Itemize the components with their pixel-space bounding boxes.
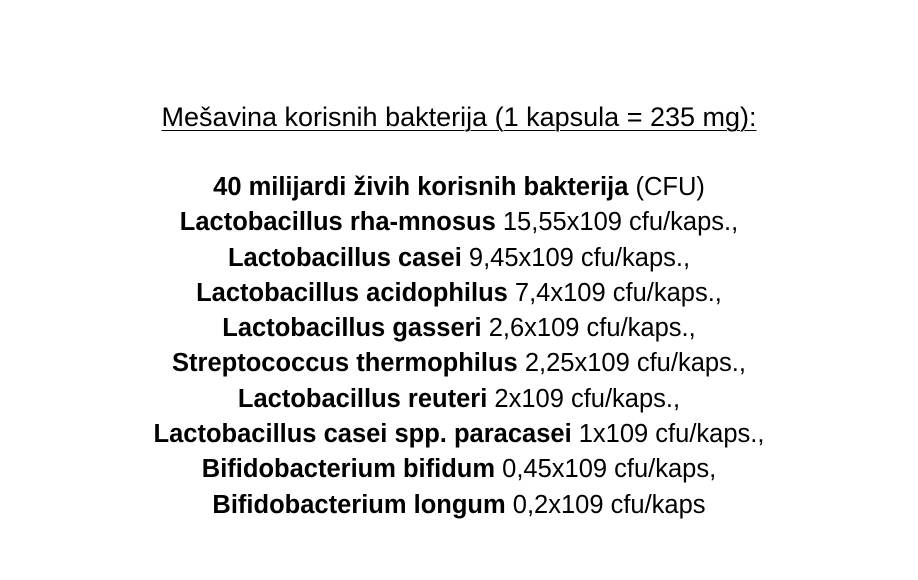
strain-name: Lactobacillus reuteri — [237, 384, 488, 413]
strain-line — [0, 417, 918, 452]
strain-name: Lactobacillus casei spp. paracasei — [153, 420, 572, 449]
strain-name: Lactobacillus acidophilus — [196, 278, 508, 307]
strain-line — [0, 205, 918, 240]
strain-amount: 2x109 cfu/kaps., — [487, 384, 681, 413]
strain-name: Bifidobacterium bifidum — [201, 455, 496, 484]
strain-line — [0, 311, 918, 346]
strain-amount: 0,2x109 cfu/kaps — [505, 490, 706, 519]
strain-amount: 1x109 cfu/kaps., — [571, 420, 765, 449]
strain-name: Lactobacillus casei — [227, 243, 462, 272]
strain-name: Lactobacillus rha-mnosus — [179, 208, 496, 237]
composition-heading: Mešavina korisnih bakterija (1 kapsula = 235 mg): — [161, 102, 757, 132]
strain-amount: 2,25x109 cfu/kaps., — [517, 349, 746, 378]
strain-amount: 9,45x109 cfu/kaps., — [461, 243, 691, 272]
strain-name: Lactobacillus gasseri — [222, 314, 482, 343]
strain-line — [0, 488, 918, 523]
total-cfu-label: 40 milijardi živih korisnih bakterija — [213, 173, 629, 201]
strain-name: Bifidobacterium longum — [212, 490, 506, 519]
strain-line — [0, 241, 918, 276]
total-cfu-line — [0, 170, 918, 205]
strain-line — [0, 346, 918, 381]
strain-amount: 2,6x109 cfu/kaps., — [481, 314, 696, 343]
strain-amount: 0,45x109 cfu/kaps, — [495, 455, 717, 484]
strain-line — [0, 382, 918, 417]
strain-name: Streptococcus thermophilus — [172, 349, 518, 378]
strain-amount: 7,4x109 cfu/kaps., — [507, 278, 722, 307]
strain-line — [0, 452, 918, 487]
bacteria-list — [0, 170, 918, 523]
total-cfu-unit: (CFU) — [628, 173, 705, 201]
strain-amount: 15,55x109 cfu/kaps., — [495, 208, 739, 237]
strain-line — [0, 276, 918, 311]
